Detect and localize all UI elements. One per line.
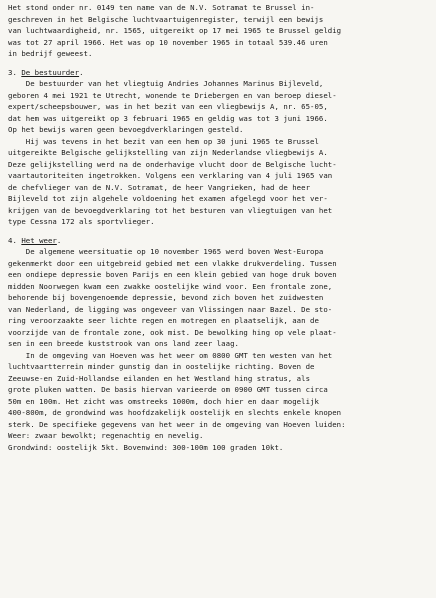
- text-line: Zeeuwse-en Zuid-Hollandse eilanden en het Westland hing stratus, als: [8, 373, 311, 383]
- text-line: was tot 27 april 1966. Het was op 10 november 1965 in totaal 539.46 uren: [8, 37, 328, 47]
- text-line: behorende bij bovengenoemde depressie, bevond zich boven het zuidwesten: [8, 293, 324, 302]
- text-line: dat hem was uitgereikt op 3 februari 1965 en geldig was tot 3 juni 1966.: [8, 113, 328, 123]
- section-number: 3.: [8, 67, 22, 77]
- text-line: Op het bewijs waren geen bevoegdverklaringen gesteld.: [8, 125, 244, 134]
- text-line: Het stond onder nr. 0149 ten name van de N.V. Sotramat te Brussel in-: [8, 3, 315, 12]
- weather-observations: [8, 430, 428, 453]
- text-line: grote pluken watten. De basis hiervan varieerde om 0900 GMT tussen circa: [8, 385, 328, 394]
- text-line: expert/scheepsbouwer, was in het bezit van een vliegbewijs A, nr. 65-05,: [8, 102, 328, 111]
- text-line: type Cessna 172 als sportvlieger.: [8, 217, 155, 226]
- text-line: uitgereikte Belgische gelijkstelling van zijn Nederlandse vliegbewijs A.: [8, 148, 328, 157]
- text-line: sterk. De specifieke gegevens van het weer in de omgeving van Hoeven luiden:: [8, 419, 346, 429]
- section-4-body: [8, 246, 428, 430]
- wind-line: Grondwind: oostelijk 5kt. Bovenwind: 300-100m 100 graden 10kt.: [8, 442, 284, 452]
- text-line: vaartautoriteiten ingetrokken. Volgens een verklaring van 4 juli 1965 van: [8, 171, 333, 180]
- text-line: In de omgeving van Hoeven was het weer om 0800 GMT ten westen van het: [8, 350, 333, 360]
- text-line: De algemene weersituatie op 10 november 1965 werd boven West-Europa: [8, 247, 324, 256]
- text-line: geschreven in het Belgische luchtvaartuigenregister, terwijl een bewijs: [8, 14, 324, 24]
- section-3-heading: [8, 67, 428, 79]
- text-line: van Nederland, de ligging was ongeveer van Vlissingen naar Bazel. De sto-: [8, 304, 333, 314]
- section-title-period: .: [79, 67, 84, 77]
- text-line: luchtvaartterrein minder gunstig dan in oostelijke richting. Boven de: [8, 362, 315, 371]
- text-line: een ondiepe depressie boven Parijs en een klein gebied van hoge druk boven: [8, 270, 337, 279]
- text-line: in bedrijf geweest.: [8, 49, 93, 58]
- section-title: De bestuurder: [21, 67, 80, 77]
- text-line: 50m en 100m. Het zicht was omstreeks 1000m, doch hier en daar mogelijk: [8, 396, 319, 406]
- text-line: van luchtwaardigheid, nr. 1565, uitgereikt op 17 mei 1965 te Brussel geldig: [8, 26, 342, 35]
- text-line: Deze gelijkstelling werd na de onderhavige vlucht door de Belgische lucht-: [8, 159, 337, 169]
- text-line: de chefvlieger van de N.V. Sotramat, de heer Vangrieken, had de heer: [8, 182, 311, 192]
- intro-paragraph: [8, 2, 428, 60]
- weather-line: Weer: zwaar bewolkt; regenachtig en nevelig.: [8, 431, 204, 440]
- section-title: Het weer: [21, 235, 57, 245]
- text-line: De bestuurder van het vliegtuig Andries Johannes Marinus Bijleveld,: [8, 79, 324, 88]
- text-line: geboren 4 mei 1921 te Utrecht, wonende te Driebergen en van beroep diesel-: [8, 90, 337, 100]
- text-line: ring veroorzaakte seer lichte regen en motregen en plaatselijk, aan de: [8, 316, 319, 325]
- text-line: 400-800m, de grondwind was hoofdzakelijk oostelijk en slechts enkele knopen: [8, 408, 342, 417]
- section-number: 4.: [8, 235, 22, 245]
- text-line: gekenmerkt door een uitgebreid gebied met een vlakke drukverdeling. Tussen: [8, 258, 337, 268]
- section-3-body: [8, 78, 428, 228]
- text-line: Hij was tevens in het bezit van een hem op 30 juni 1965 te Brussel: [8, 136, 319, 146]
- text-line: voorzijde van de frontale zone, ook mist. De bewolking hing op vele plaat-: [8, 327, 337, 337]
- section-title-period: .: [56, 235, 62, 245]
- text-line: sen in een breede kuststrook van ons land zeer laag.: [8, 339, 239, 348]
- section-4-heading: [8, 235, 428, 247]
- text-line: krijgen van de bevoegdverklaring tot het besturen van vliegtuigen van het: [8, 205, 333, 215]
- text-line: midden Noorwegen kwam een zwakke oostelijke wind voor. Een frontale zone,: [8, 281, 333, 291]
- text-line: Bijleveld tot zijn algehele voldoening het examen afgelegd voor het ver-: [8, 194, 328, 203]
